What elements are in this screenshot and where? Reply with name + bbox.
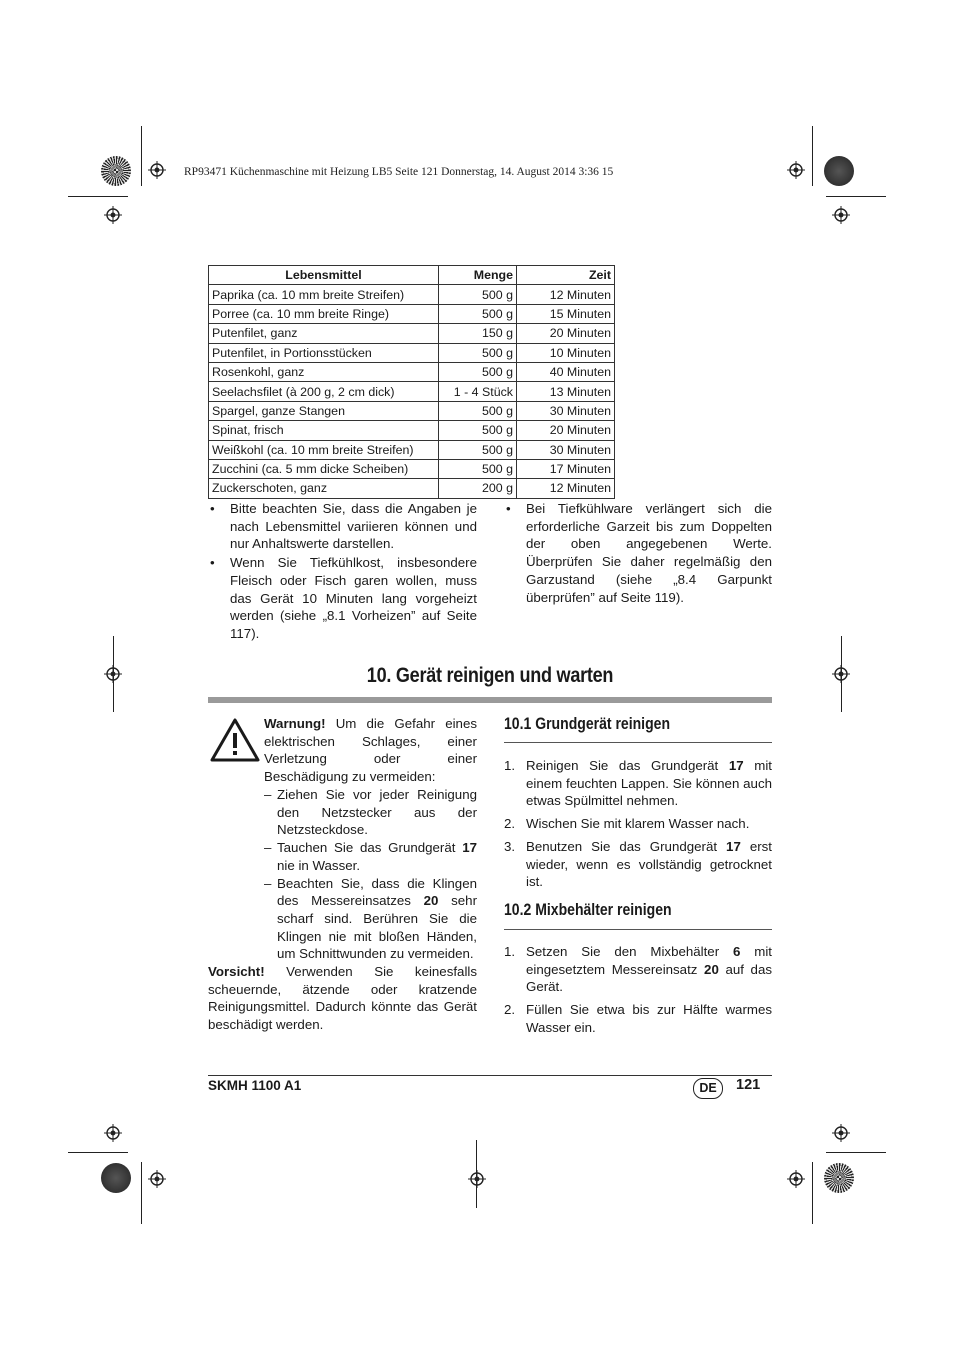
footer-model: SKMH 1100 A1 (208, 1078, 302, 1093)
list-item: – Tauchen Sie das Grundgerät 17 nie in Wasser. (264, 840, 477, 873)
warning-label: Warnung! (264, 716, 326, 731)
subsection-title-10-2: 10.2 Mixbehälter reinigen (504, 901, 672, 919)
list-item: 1. Setzen Sie den Mixbehälter 6 mit eingesetztem Messereinsatz 20 auf das Gerät. (504, 944, 772, 995)
cell-amount: 500 g (439, 401, 517, 420)
cell-amount: 1 - 4 Stück (439, 382, 517, 401)
table-row (209, 382, 615, 401)
cell-food: Spinat, frisch (209, 421, 439, 440)
cell-amount: 500 g (439, 459, 517, 478)
column-header-time: Zeit (517, 266, 615, 285)
cell-food: Weißkohl (ca. 10 mm breite Streifen) (209, 440, 439, 459)
cell-amount: 500 g (439, 304, 517, 323)
cell-amount: 500 g (439, 343, 517, 362)
notes-right (504, 500, 772, 607)
registration-mark-icon (468, 1170, 486, 1188)
list-item: 1. Reinigen Sie das Grundgerät 17 mit einem feuchten Lappen. Sie können auch etwas Spülmittel nehmen. (504, 758, 772, 809)
cell-time: 15 Minuten (517, 304, 615, 323)
cell-food: Zucchini (ca. 5 mm dicke Scheiben) (209, 459, 439, 478)
table-row (209, 421, 615, 440)
warning-block (264, 715, 477, 786)
color-calibration-disc (824, 156, 854, 186)
cell-amount: 200 g (439, 479, 517, 498)
table-row (209, 304, 615, 323)
list-item: 3. Benutzen Sie das Grundgerät 17 erst wieder, wenn es vollständig getrocknet ist. (504, 838, 772, 890)
registration-mark-icon (832, 206, 850, 224)
subsection-rule (504, 929, 772, 930)
cell-time: 30 Minuten (517, 401, 615, 420)
cell-time: 40 Minuten (517, 362, 615, 381)
page-number: 121 (736, 1077, 761, 1093)
registration-mark-icon (104, 1124, 122, 1142)
table-row (209, 285, 615, 304)
table-row (209, 401, 615, 420)
cell-time: 30 Minuten (517, 440, 615, 459)
table-row (209, 440, 615, 459)
list-item: – Ziehen Sie vor jeder Reinigung den Netzstecker aus der Netzsteckdose. (264, 787, 477, 838)
caution-text: Verwenden Sie keinesfalls scheuernde, ätzende oder kratzende Reinigungsmittel. Dadurch könnte das Gerät beschädigt werden. (208, 964, 477, 1033)
warning-items (264, 786, 477, 963)
color-calibration-disc (101, 156, 131, 186)
table-row (209, 459, 615, 478)
registration-mark-icon (832, 1124, 850, 1142)
cell-time: 20 Minuten (517, 421, 615, 440)
cell-time: 12 Minuten (517, 479, 615, 498)
cell-food: Seelachsfilet (à 200 g, 2 cm dick) (209, 382, 439, 401)
cell-time: 10 Minuten (517, 343, 615, 362)
subsection-title-10-1: 10.1 Grundgerät reinigen (504, 715, 671, 733)
warning-triangle-icon (209, 717, 261, 763)
list-item: • Bitte beachten Sie, dass die Angaben je nach Lebensmittel variieren können und nur Anhaltswerte darstellen. (210, 501, 477, 552)
cell-amount: 500 g (439, 285, 517, 304)
cooking-time-table (208, 265, 615, 499)
footer-rule (208, 1075, 772, 1076)
cell-time: 20 Minuten (517, 324, 615, 343)
cell-amount: 500 g (439, 421, 517, 440)
color-calibration-disc (824, 1163, 854, 1193)
table-row (209, 343, 615, 362)
registration-mark-icon (148, 1170, 166, 1188)
registration-mark-icon (832, 665, 850, 683)
cell-food: Rosenkohl, ganz (209, 362, 439, 381)
cell-time: 13 Minuten (517, 382, 615, 401)
language-badge: DE (693, 1078, 723, 1099)
cell-time: 17 Minuten (517, 459, 615, 478)
list-item: • Wenn Sie Tiefkühlkost, insbesondere Fleisch oder Fisch garen wollen, muss das Gerät 10 Minuten lang vorgeheizt werden (siehe „8.1 Vorheizen” auf Seite 117). (210, 555, 477, 641)
table-row (209, 362, 615, 381)
registration-mark-icon (104, 665, 122, 683)
list-item: 2. Füllen Sie etwa bis zur Hälfte warmes Wasser ein. (504, 1002, 772, 1035)
cell-food: Paprika (ca. 10 mm breite Streifen) (209, 285, 439, 304)
registration-mark-icon (104, 206, 122, 224)
warning-text: Um die Gefahr eines elektrischen Schlages, einer Verletzung oder einer Beschädigung zu vermeiden: (264, 716, 477, 785)
section-divider (208, 697, 772, 703)
registration-mark-icon (148, 161, 166, 179)
cell-food: Porree (ca. 10 mm breite Ringe) (209, 304, 439, 323)
color-calibration-disc (101, 1163, 131, 1193)
registration-mark-icon (787, 161, 805, 179)
cell-amount: 150 g (439, 324, 517, 343)
table-header-row (209, 266, 615, 285)
list-item: 2. Wischen Sie mit klarem Wasser nach. (504, 816, 750, 832)
cell-food: Zuckerschoten, ganz (209, 479, 439, 498)
cell-food: Spargel, ganze Stangen (209, 401, 439, 420)
cell-food: Putenfilet, ganz (209, 324, 439, 343)
caution-label: Vorsicht! (208, 964, 265, 979)
section-title: 10. Gerät reinigen und warten (366, 664, 614, 687)
column-header-food: Lebensmittel (209, 266, 439, 285)
steps-10-1 (504, 757, 772, 896)
steps-10-2 (504, 943, 772, 1042)
table-row (209, 479, 615, 498)
list-item: • Bei Tiefkühlware verlängert sich die erforderliche Garzeit bis zum Doppelten der oben angegebenen Werte. Überprüfen Sie daher regelmäßig den Garzustand (siehe „8.4 Garpunkt überprüfen” auf Seite 119). (506, 501, 772, 605)
caution-block (208, 963, 477, 1034)
table-row (209, 324, 615, 343)
cell-time: 12 Minuten (517, 285, 615, 304)
cell-food: Putenfilet, in Portionsstücken (209, 343, 439, 362)
notes-left (208, 500, 477, 644)
cell-amount: 500 g (439, 440, 517, 459)
registration-mark-icon (787, 1170, 805, 1188)
print-slug: RP93471 Küchenmaschine mit Heizung LB5 Seite 121 Donnerstag, 14. August 2014 3:36 15 (184, 166, 614, 178)
list-item: – Beachten Sie, dass die Klingen des Messereinsatzes 20 sehr scharf sind. Berühren Sie die Klingen nie mit bloßen Händen, um Schnittwunden zu vermeiden. (264, 875, 477, 962)
cell-amount: 500 g (439, 362, 517, 381)
column-header-amount: Menge (439, 266, 517, 285)
subsection-rule (504, 742, 772, 743)
